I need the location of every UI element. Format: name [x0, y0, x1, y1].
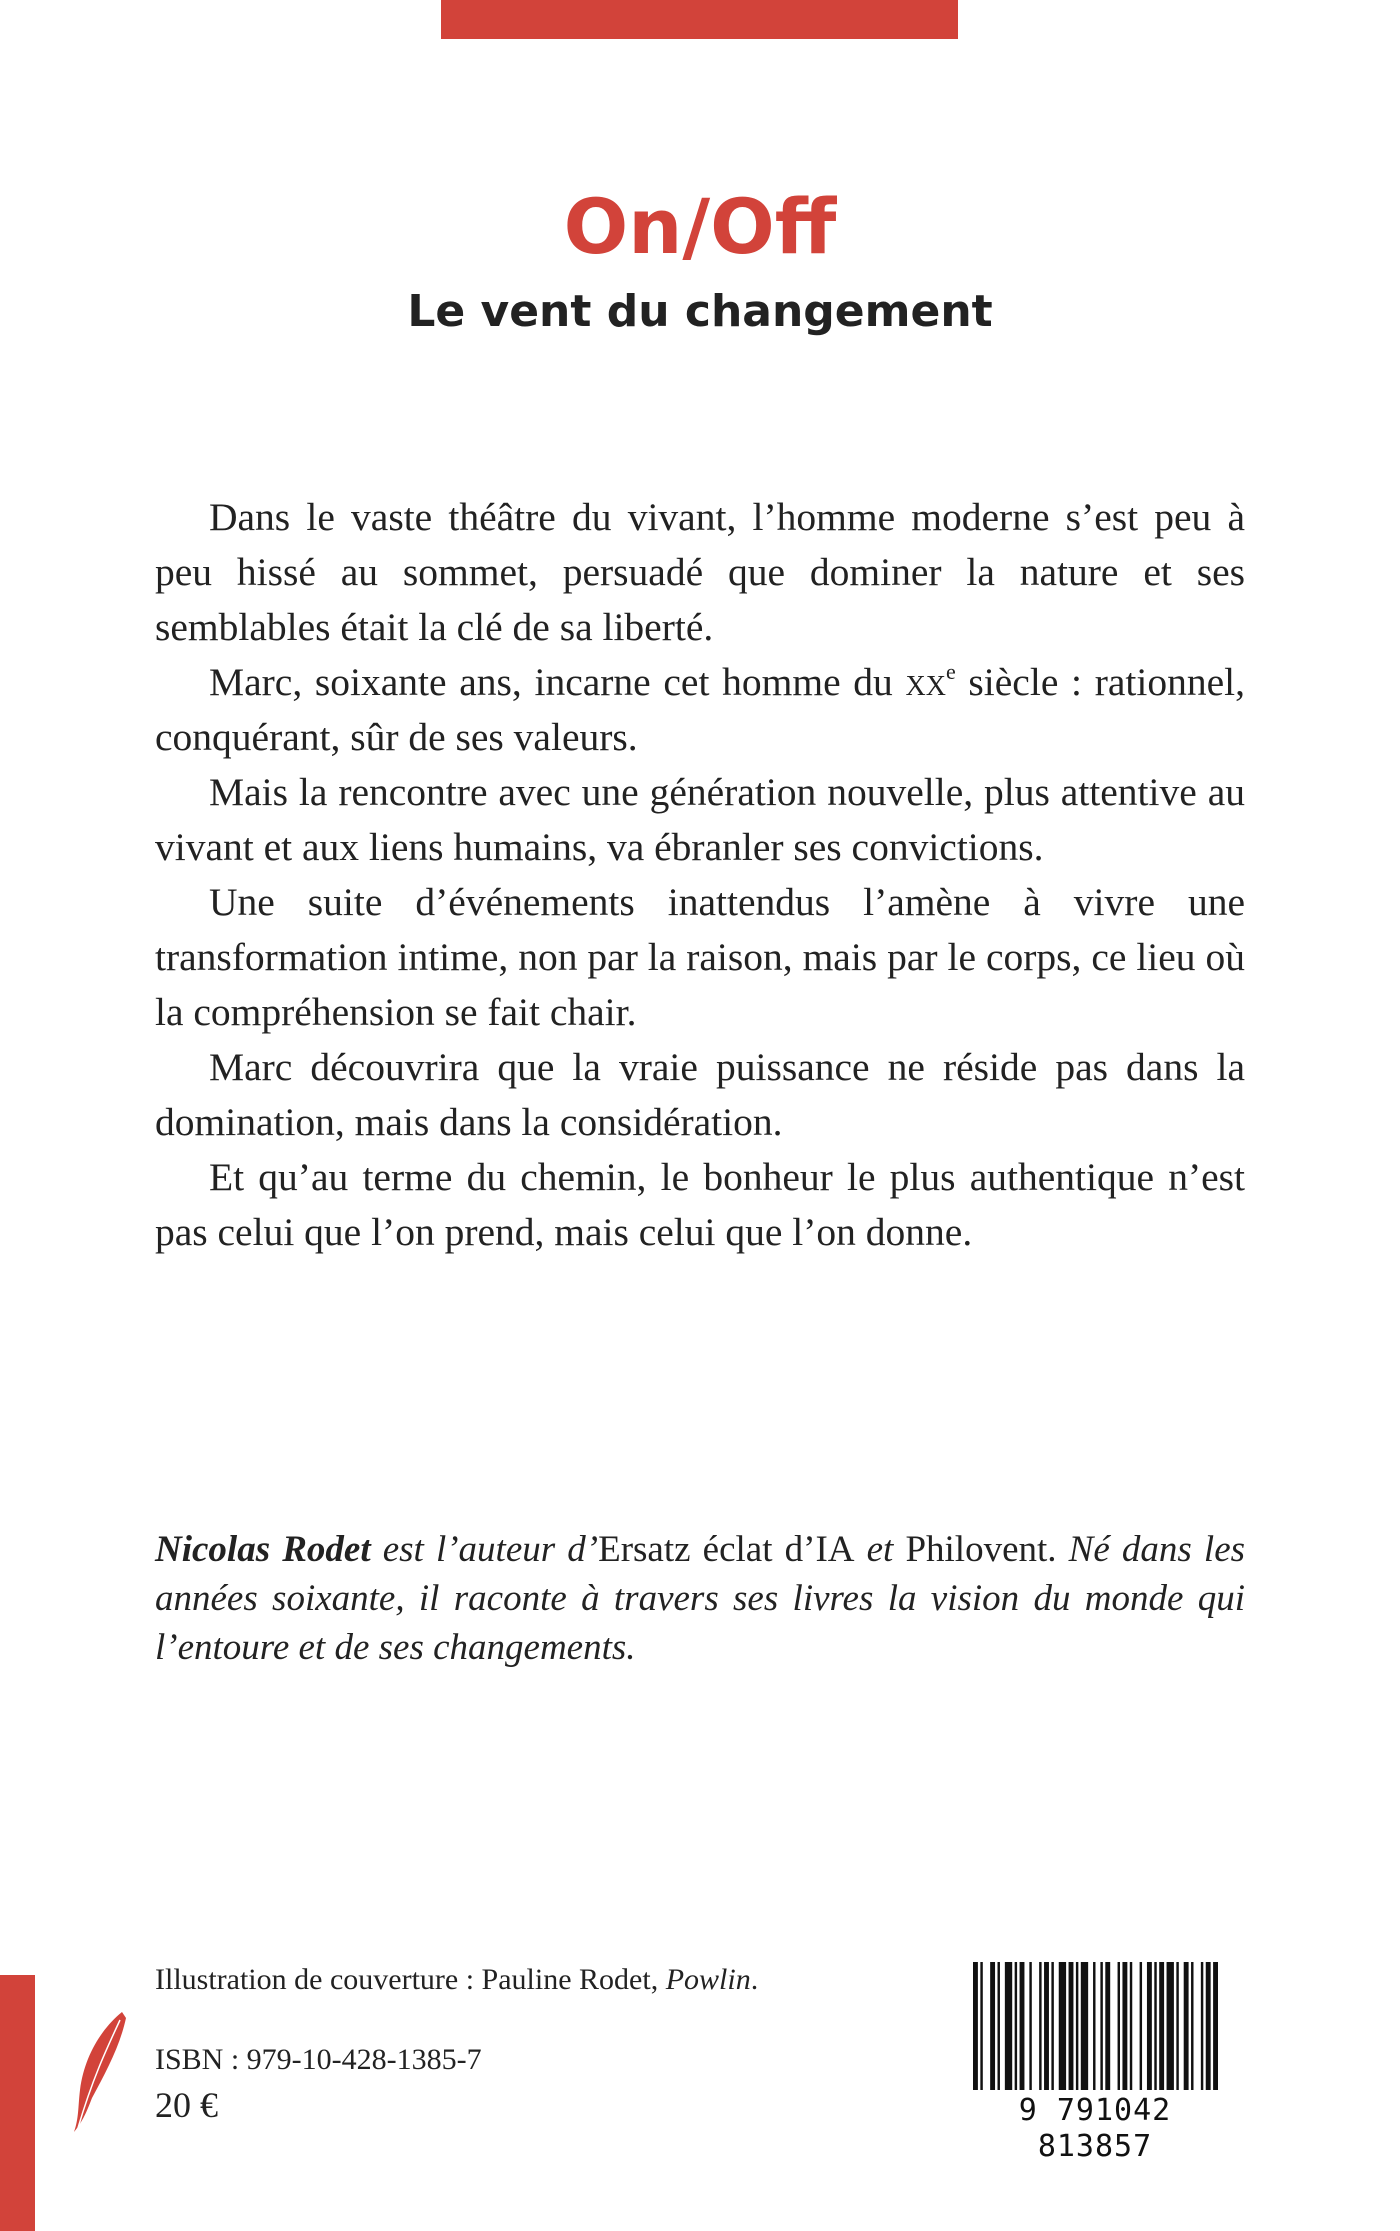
barcode-bar [1213, 1962, 1218, 2090]
barcode-bar [1051, 1962, 1053, 2090]
isbn-text: ISBN : 979-10-428-1385-7 [155, 2043, 482, 2076]
barcode-bar [1130, 1962, 1132, 2090]
barcode-bar [1005, 1962, 1012, 2090]
blurb-paragraph: Mais la rencontre avec une génération nouvelle, plus attentive au vivant et aux liens humains, va ébranler ses convictions. [155, 770, 1245, 869]
quill-icon [70, 2010, 130, 2140]
side-accent-bar [0, 1975, 35, 2231]
barcode-bar [1184, 1962, 1189, 2090]
barcode-bar [990, 1962, 995, 2090]
barcode-bar [1118, 1962, 1120, 2090]
barcode-bar [1201, 1962, 1203, 2090]
blurb-paragraph: Et qu’au terme du chemin, le bonheur le plus authentique n’est pas celui que l’on prend, mais celui que l’on donne. [155, 1155, 1245, 1254]
blurb-paragraph: Marc découvrira que la vraie puissance ne réside pas dans la domination, mais dans la considération. [155, 1045, 1245, 1144]
century-superscript: e [945, 659, 956, 684]
book-subtitle: Le vent du changement [407, 286, 993, 337]
author-text: est l’auteur d’ [370, 1529, 599, 1570]
illustration-credit [155, 1960, 758, 2000]
blurb-text: Marc, soixante ans, incarne cet homme du [209, 660, 906, 704]
barcode-bar [973, 1962, 978, 2090]
barcode-bar [1154, 1962, 1156, 2090]
barcode-bar [1147, 1962, 1152, 2090]
century-numeral: xx [905, 660, 946, 704]
barcode-bar [1059, 1962, 1066, 2090]
barcode-bar [1039, 1962, 1041, 2090]
barcode-bar [1020, 1962, 1025, 2090]
blurb-paragraph [155, 655, 1245, 765]
barcode-bar [1105, 1962, 1110, 2090]
barcode-bar [1029, 1962, 1031, 2090]
credit-end: . [750, 1963, 759, 1996]
barcode-bar [980, 1962, 982, 2090]
barcode-bar [1159, 1962, 1164, 2090]
barcode-bar [1093, 1962, 1095, 2090]
quill-shape [70, 2010, 130, 2135]
back-cover-blurb [155, 490, 1245, 1260]
book-title: On/Off [563, 182, 837, 271]
barcode-bar [1081, 1962, 1088, 2090]
barcode-bar [1122, 1962, 1127, 2090]
barcode-bar [1140, 1962, 1142, 2090]
blurb-paragraph: Dans le vaste théâtre du vivant, l’homme moderne s’est peu à peu hissé au sommet, persuadé que dominer la nature et ses semblables était la clé de sa liberté. [155, 495, 1245, 649]
author-text: Né dans les années soixante, il raconte à travers ses livres la vision du monde qui l’entoure et de ses changements. [155, 1529, 1246, 1668]
blurb-text: siècle : rationnel, conquérant, sûr de ses valeurs. [155, 660, 1245, 759]
author-name: Nicolas Rodet [155, 1529, 371, 1570]
blurb-paragraph: Une suite d’événements inattendus l’amène à vivre une transformation intime, non par la raison, mais par le corps, ce lieu où la compréhension se fait chair. [155, 880, 1245, 1034]
price-text: 20 € [155, 2085, 218, 2125]
illustrator-alias: Powlin [665, 1963, 751, 1996]
author-note [155, 1525, 1245, 1672]
author-text: et [854, 1529, 906, 1570]
barcode-bar [1076, 1962, 1078, 2090]
barcode-bar [1069, 1962, 1074, 2090]
barcode-bar [998, 1962, 1000, 2090]
barcode-bar [1167, 1962, 1174, 2090]
top-accent-bar [441, 0, 958, 39]
barcode-digits: 9 791042 813857 [1018, 2093, 1172, 2164]
barcode-bar [1044, 1962, 1049, 2090]
barcode-bar [1206, 1962, 1211, 2090]
barcode-bar [1015, 1962, 1017, 2090]
barcode-bar [1176, 1962, 1178, 2090]
book-reference: Philovent. [905, 1529, 1057, 1570]
barcode-bar [1100, 1962, 1102, 2090]
credit-label: Illustration de couverture : Pauline Rodet, [155, 1963, 666, 1996]
book-reference: Ersatz éclat d’IA [598, 1529, 855, 1570]
barcode-bar [1191, 1962, 1193, 2090]
